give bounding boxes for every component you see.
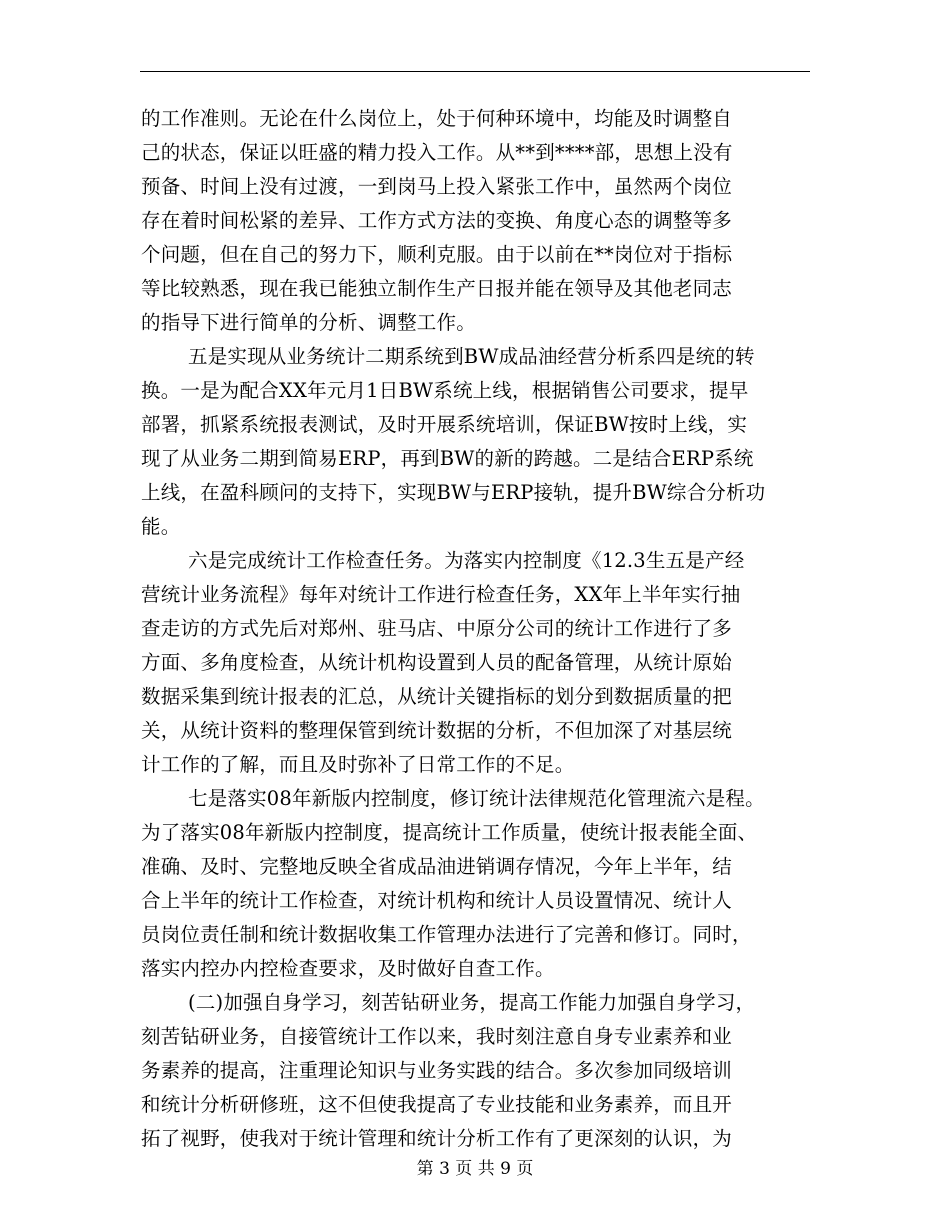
text-line: 关，从统计资料的整理保管到统计数据的分析，不但加深了对基层统 (141, 719, 733, 742)
text-line: 拓了视野，使我对于统计管理和统计分析工作有了更深刻的认识，为 (141, 1127, 733, 1150)
text-line: 务素养的提高，注重理论知识与业务实践的结合。多次参加同级培训 (141, 1059, 733, 1082)
text-line: 个问题，但在自己的努力下，顺利克服。由于以前在**岗位对于指标 (141, 243, 733, 266)
page-number-footer: 第 3 页 共 9 页 (416, 1159, 534, 1179)
text-line: 换。一是为配合XX年元月1日BW系统上线，根据销售公司要求，提早 (141, 379, 749, 402)
text-line: 己的状态，保证以旺盛的精力投入工作。从**到****部，思想上没有 (141, 141, 733, 164)
text-line: 为了落实08年新版内控制度，提高统计工作质量，使统计报表能全面、 (141, 821, 758, 844)
text-line: 合上半年的统计工作检查，对统计机构和统计人员设置情况、统计人 (141, 889, 733, 912)
text-line: 员岗位责任制和统计数据收集工作管理办法进行了完善和修订。同时， (141, 923, 752, 946)
text-line: 刻苦钻研业务，自接管统计工作以来，我时刻注意自身专业素养和业 (141, 1025, 733, 1048)
text-line: 的工作准则。无论在什么岗位上，处于何种环境中，均能及时调整自 (141, 107, 733, 130)
text-line: 和统计分析研修班，这不但使我提高了专业技能和业务素养，而且开 (141, 1093, 733, 1116)
text-line: 营统计业务流程》每年对统计工作进行检查任务，XX年上半年实行抽 (141, 583, 741, 606)
header-rule (140, 71, 810, 72)
text-line: 能。 (141, 515, 181, 538)
text-line: 等比较熟悉，现在我已能独立制作生产日报并能在领导及其他老同志 (141, 277, 733, 300)
text-line: 存在着时间松紧的差异、工作方式方法的变换、角度心态的调整等多 (141, 209, 733, 232)
text-line: 落实内控办内控检查要求，及时做好自查工作。 (141, 957, 555, 980)
text-line: (二)加强自身学习，刻苦钻研业务，提高工作能力加强自身学习， (188, 991, 756, 1014)
text-line: 查走访的方式先后对郑州、驻马店、中原分公司的统计工作进行了多 (141, 617, 733, 640)
text-line: 准确、及时、完整地反映全省成品油进销调存情况，今年上半年，结 (141, 855, 733, 878)
text-line: 计工作的了解，而且及时弥补了日常工作的不足。 (141, 753, 575, 776)
text-line: 六是完成统计工作检查任务。为落实内控制度《12.3生五是产经 (188, 549, 745, 572)
text-line: 预备、时间上没有过渡，一到岗马上投入紧张工作中，虽然两个岗位 (141, 175, 733, 198)
text-line: 数据采集到统计报表的汇总，从统计关键指标的划分到数据质量的把 (141, 685, 733, 708)
text-line: 部署，抓紧系统报表测试，及时开展系统培训，保证BW按时上线，实 (141, 413, 748, 436)
text-line: 上线，在盈科顾问的支持下，实现BW与ERP接轨，提升BW综合分析功 (141, 481, 766, 504)
text-line: 方面、多角度检查，从统计机构设置到人员的配备管理，从统计原始 (141, 651, 733, 674)
text-line: 七是落实08年新版内控制度，修订统计法律规范化管理流六是程。 (188, 787, 765, 810)
text-line: 五是实现从业务统计二期系统到BW成品油经营分析系四是统的转 (188, 345, 755, 368)
text-line: 现了从业务二期到简易ERP，再到BW的新的跨越。二是结合ERP系统 (141, 447, 754, 470)
text-line: 的指导下进行简单的分析、调整工作。 (141, 311, 476, 334)
